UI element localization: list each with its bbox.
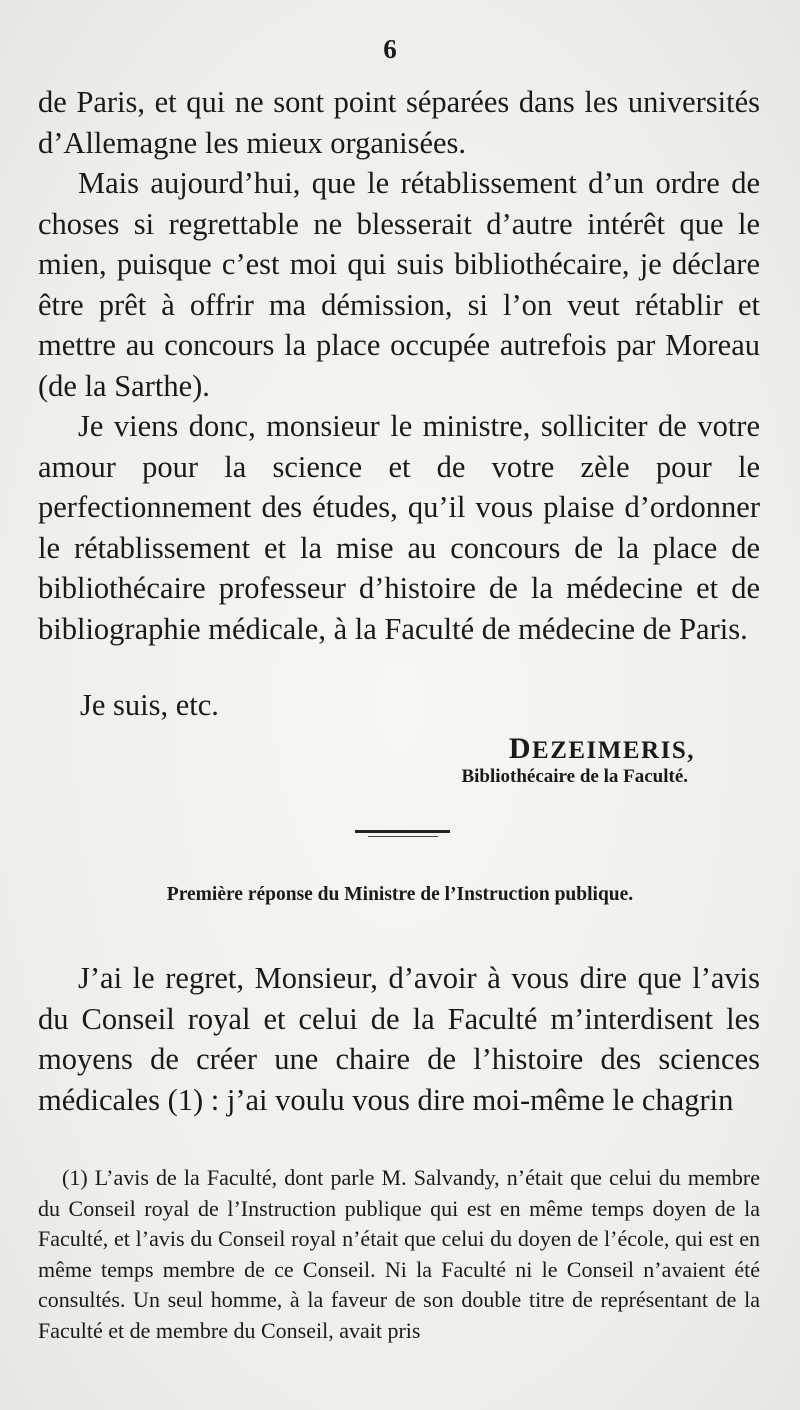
letter-body bbox=[38, 82, 760, 649]
paragraph-continuation: de Paris, et qui ne sont point séparées dans les universités d’Allemagne les mieux organisées. bbox=[38, 85, 760, 160]
section-heading: Première réponse du Ministre de l’Instruction publique. bbox=[166, 884, 634, 905]
footnote-text: (1) L’avis de la Faculté, dont parle M. Salvandy, n’était que celui du membre du Conseil royal de l’Instruction publique qui est en même temps doyen de la Faculté, et l’avis du Conseil royal n’était que celui du doyen de l’école, qui est en même temps membre de ce Conseil. Ni la Faculté ni le Conseil n’avaient été consultés. Un seul homme, à la faveur de son double titre de représentant de la Faculté et de membre du Conseil, avait pris bbox=[38, 1165, 760, 1343]
section-divider bbox=[355, 830, 450, 833]
letter-closing: Je suis, etc. bbox=[80, 688, 219, 722]
signature-name-rest: EZEIMERIS, bbox=[532, 737, 695, 764]
signature-initial: D bbox=[508, 732, 533, 765]
footnote bbox=[38, 1163, 760, 1346]
paragraph-resignation-offer: Mais aujourd’hui, que le rétablissement d’un ordre de choses si regrettable ne blesserait d’autre intérêt que le mien, puisque c’est moi qui suis bibliothécaire, je déclare être prêt à offrir ma démission, si l’on veut rétablir et mettre au concours la place occupée autrefois par Moreau (de la Sarthe). bbox=[38, 166, 760, 403]
section-divider-thin bbox=[368, 836, 438, 837]
paragraph-request: Je viens donc, monsieur le ministre, solliciter de votre amour pour la science et de votre zèle pour le perfectionnement des études, qu’il vous plaise d’ordonner le rétablissement et la mise au concours de la place de bibliothécaire professeur d’histoire de la médecine et de bibliographie médicale, à la Faculté de médecine de Paris. bbox=[38, 409, 760, 646]
reply-paragraph: J’ai le regret, Monsieur, d’avoir à vous dire que l’avis du Conseil royal et celui de la Faculté m’interdisent les moyens de créer une chaire de l’histoire des sciences médicales (1) : j’ai voulu vous dire moi-même le chagrin bbox=[38, 961, 760, 1117]
page-number: 6 bbox=[383, 34, 397, 64]
signature-title: Bibliothécaire de la Faculté. bbox=[461, 766, 688, 787]
signature-name bbox=[509, 732, 695, 766]
minister-reply bbox=[38, 958, 760, 1120]
